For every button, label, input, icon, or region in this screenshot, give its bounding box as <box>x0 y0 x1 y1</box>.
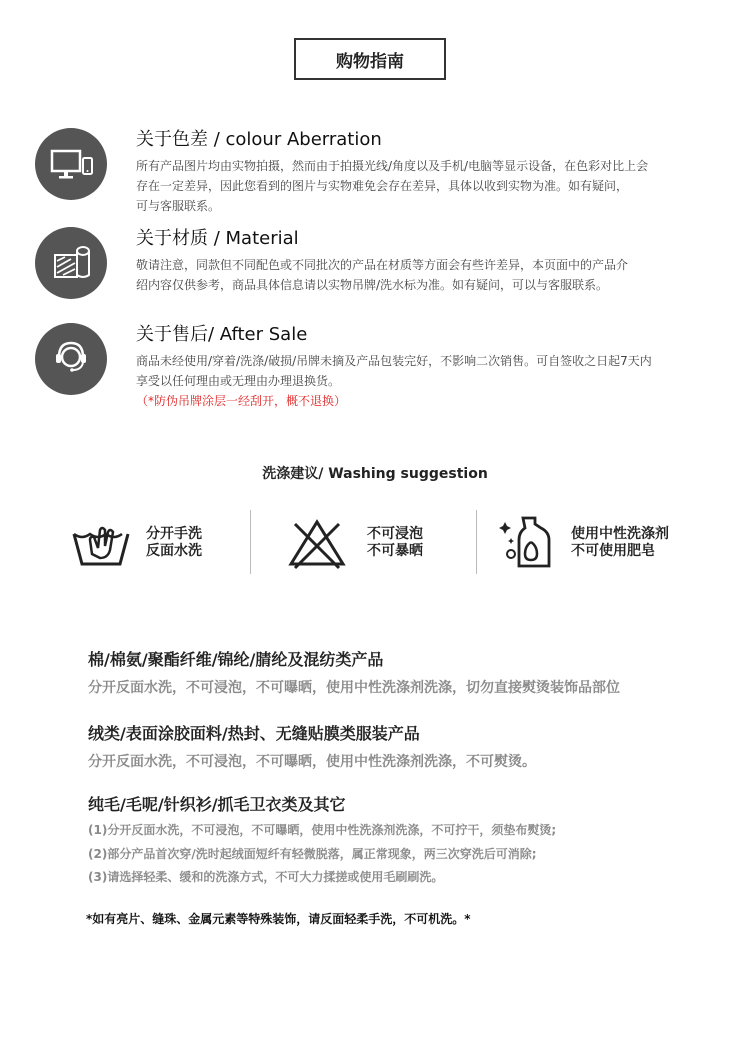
info-line: 所有产品图片均由实物拍摄，然而由于拍摄光线/角度以及手机/电脑等显示设备，在色彩对比上会 <box>136 159 649 173</box>
no-soak-icon <box>285 510 349 574</box>
wash-label-line: 不可使用肥皂 <box>571 543 655 559</box>
hand-wash-icon <box>70 510 134 574</box>
info-title: 关于材质 / Material <box>136 228 299 249</box>
info-title: 关于售后/ After Sale <box>136 324 308 345</box>
wash-label-line: 使用中性洗涤剂 <box>571 526 669 542</box>
care-line: (3)请选择轻柔、缓和的洗涤方式，不可大力揉搓或使用毛刷刷洗。 <box>88 870 444 884</box>
info-line: 存在一定差异，因此您看到的图片与实物难免会存在差异，具体以收到实物为准。如有疑问， <box>136 179 629 193</box>
divider <box>250 510 251 574</box>
care-title: 绒类/表面涂胶面料/热封、无缝贴膜类服装产品 <box>88 724 420 743</box>
wash-label-line: 不可浸泡 <box>367 526 423 542</box>
detergent-bottle-icon <box>495 510 559 574</box>
page-title: 购物指南 <box>294 38 446 80</box>
care-line: (1)分开反面水洗，不可浸泡，不可曝晒，使用中性洗涤剂洗涤，不可拧干，须垫布熨烫; <box>88 823 557 837</box>
info-title: 关于色差 / colour Aberration <box>136 129 382 150</box>
wash-item-neutral-detergent <box>495 510 695 574</box>
info-line: 享受以任何理由或无理由办理退换货。 <box>136 374 341 388</box>
care-title: 棉/棉氨/聚酯纤维/锦纶/腈纶及混纺类产品 <box>88 650 384 669</box>
wash-label <box>571 526 669 560</box>
wash-label-line: 不可暴晒 <box>367 543 423 559</box>
headset-icon <box>35 323 107 395</box>
washing-heading: 洗涤建议/ Washing suggestion <box>262 466 488 482</box>
info-line: 商品未经使用/穿着/洗涤/破损/吊牌未摘及产品包装完好，不影响二次销售。可自签收之日起7天内 <box>136 354 652 368</box>
info-line: 可与客服联系。 <box>136 199 221 213</box>
footnote: *如有亮片、缝珠、金属元素等特殊装饰，请反面轻柔手洗，不可机洗。* <box>86 912 471 926</box>
wash-label-line: 分开手洗 <box>146 526 202 542</box>
fabric-roll-icon <box>35 227 107 299</box>
divider <box>476 510 477 574</box>
care-body: 分开反面水洗，不可浸泡，不可曝晒，使用中性洗涤剂洗涤，不可熨烫。 <box>88 754 536 770</box>
wash-label-line: 反面水洗 <box>146 543 202 559</box>
info-line: 绍内容仅供参考，商品具体信息请以实物吊牌/洗水标为准。如有疑问，可以与客服联系。 <box>136 278 609 292</box>
wash-label <box>367 526 423 560</box>
care-title: 纯毛/毛呢/针织衫/抓毛卫衣类及其它 <box>88 795 346 814</box>
care-line: (2)部分产品首次穿/洗时起绒面短纤有轻微脱落，属正常现象，两三次穿洗后可消除; <box>88 847 537 861</box>
wash-label <box>146 526 202 560</box>
wash-item-no-soak <box>285 510 445 574</box>
info-line: 敬请注意，同款但不同配色或不同批次的产品在材质等方面会有些许差异，本页面中的产品介 <box>136 258 629 272</box>
washing-icons-row <box>0 510 750 574</box>
monitor-phone-icon <box>35 128 107 200</box>
care-body: 分开反面水洗，不可浸泡，不可曝晒，使用中性洗涤剂洗涤，切勿直接熨烫装饰品部位 <box>88 680 620 696</box>
after-sale-note: （*防伪吊牌涂层一经刮开，概不退换） <box>136 394 347 408</box>
wash-item-hand-wash <box>70 510 230 574</box>
